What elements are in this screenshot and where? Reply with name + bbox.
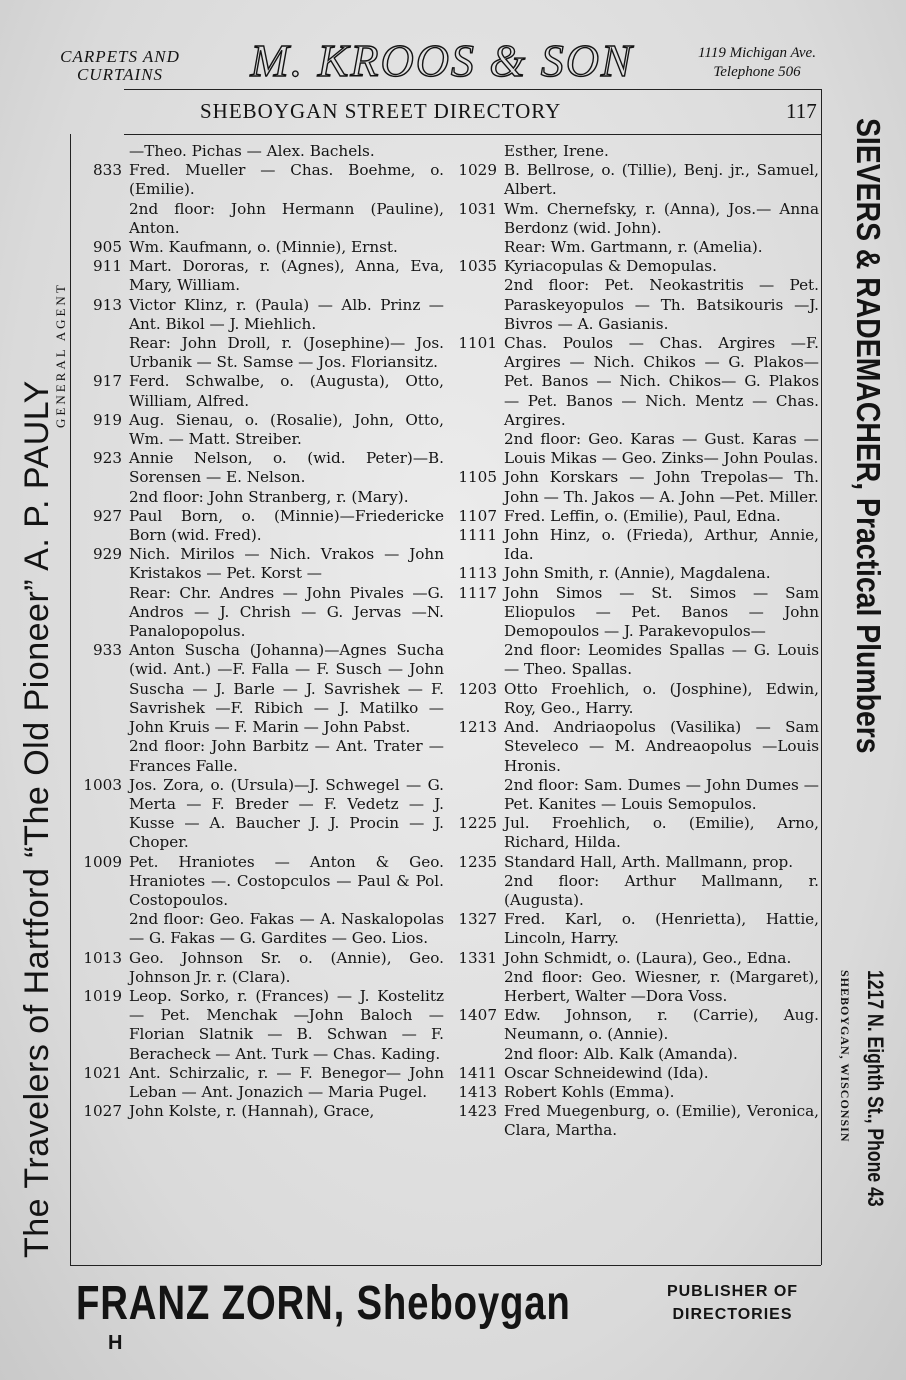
directory-entry: [76, 257, 444, 295]
resident-names: Pet. Hraniotes — Anton & Geo. Hraniotes —. Costopculos — Paul & Pol. Costopoulos.: [129, 852, 444, 909]
resident-names: 2nd floor: John Barbitz — Ant. Trater — Frances Falle.: [129, 737, 444, 775]
resident-names: 2nd floor: Alb. Kalk (Amanda).: [504, 1044, 738, 1063]
footer-publisher-name: FRANZ ZORN, Sheboygan: [76, 1277, 571, 1330]
directory-entry: [451, 334, 819, 430]
resident-names: Edw. Johnson, r. (Carrie), Aug. Neumann, o. (Annie).: [504, 1006, 819, 1044]
directory-entry: [76, 641, 444, 737]
right-border: [821, 89, 822, 1265]
resident-names: John Kolste, r. (Hannah), Grace,: [129, 1102, 375, 1121]
resident-names: Esther, Irene.: [504, 142, 609, 160]
house-number: 1203: [458, 679, 497, 698]
directory-entry: [76, 776, 444, 853]
directory-entry: [451, 526, 819, 564]
side-ad-left-subtitle: GENERAL AGENT: [53, 282, 68, 428]
house-number: 1225: [458, 814, 497, 833]
directory-entry: [76, 334, 444, 372]
resident-names: Otto Froehlich, o. (Josphine), Edwin, Roy, Geo., Harry.: [504, 679, 819, 717]
directory-entry: [451, 564, 819, 583]
resident-names: Ant. Schirzalic, r. — F. Benegor— John Leban — Ant. Jonazich — Maria Pugel.: [129, 1063, 444, 1101]
kroos-ad-address: [662, 44, 852, 82]
kroos-ad-line: Telephone 506: [713, 64, 801, 80]
directory-entry: [76, 296, 444, 334]
directory-entry: [451, 1102, 819, 1140]
bottom-rule: [70, 1265, 821, 1266]
directory-entry: [451, 200, 819, 238]
header-rule: [124, 134, 821, 135]
directory-entry: [451, 507, 819, 526]
resident-names: Fred Muegenburg, o. (Emilie), Veronica, Clara, Martha.: [504, 1102, 819, 1140]
directory-entry: [451, 276, 819, 334]
house-number: 1235: [458, 852, 497, 871]
directory-entry: [451, 257, 819, 276]
directory-entry: [76, 910, 444, 948]
resident-names: 2nd floor: John Stranberg, r. (Mary).: [129, 487, 409, 506]
directory-entry: [76, 584, 444, 642]
directory-entry: [76, 545, 444, 583]
directory-entry: [76, 488, 444, 507]
resident-names: Mart. Dororas, r. (Agnes), Anna, Eva, Mary, William.: [129, 257, 444, 295]
resident-names: Fred. Mueller — Chas. Boehme, o. (Emilie).: [129, 161, 444, 199]
directory-entry: [451, 468, 819, 506]
resident-names: 2nd floor: John Hermann (Pauline), Anton.: [129, 199, 444, 237]
house-number: 1003: [83, 775, 122, 794]
directory-entry: [451, 1045, 819, 1064]
directory-entry: [451, 641, 819, 679]
house-number: 1117: [458, 583, 497, 602]
directory-entry: [451, 910, 819, 948]
resident-names: Oscar Schneidewind (Ida).: [504, 1063, 709, 1082]
page-number: 117: [786, 99, 817, 123]
house-number: 919: [93, 410, 122, 429]
resident-names: Leop. Sorko, r. (Frances) — J. Kostelitz — Pet. Menchak —John Baloch — Florian Slatnik — B. Schwan — F. Beracheck — Ant. Turk — Chas. Kading.: [129, 986, 444, 1063]
left-column: [76, 142, 444, 1121]
carpets-ad-line: CARPETS AND: [60, 47, 180, 66]
house-number: 933: [93, 641, 122, 660]
resident-names: Paul Born, o. (Minnie)—Friedericke Born (wid. Fred).: [129, 506, 444, 545]
resident-names: John Schmidt, o. (Laura), Geo., Edna.: [504, 948, 792, 967]
side-ad-right-text: SIEVERS & RADEMACHER, Practical Plumbers: [850, 118, 887, 754]
house-number: 1111: [458, 526, 497, 545]
directory-entry: [76, 737, 444, 775]
house-number: 1009: [83, 852, 122, 871]
house-number: 1407: [458, 1006, 497, 1025]
resident-names: 2nd floor: Sam. Dumes — John Dumes — Pet. Kanites — Louis Semopulos.: [504, 775, 819, 813]
house-number: 1013: [83, 948, 122, 967]
house-number: 917: [93, 372, 122, 391]
house-number: 1113: [458, 564, 497, 583]
resident-names: 2nd floor: Arthur Mallmann, r. (Augusta).: [504, 871, 819, 909]
house-number: 923: [93, 449, 122, 468]
directory-entry: [76, 853, 444, 911]
resident-names: Rear: Chr. Andres — John Pivales —G. Andros — J. Chrish — G. Jervas —N. Panalopopolus.: [129, 583, 444, 641]
directory-entry: [451, 680, 819, 718]
directory-entry: [76, 161, 444, 199]
house-number: 1107: [458, 506, 497, 525]
resident-names: Standard Hall, Arth. Mallmann, prop.: [504, 852, 794, 871]
footer-publisher-line: DIRECTORIES: [672, 1306, 793, 1323]
side-ad-left-text: The Travelers of Hartford “The Old Pioneer” A. P. PAULY: [18, 380, 56, 1258]
directory-entry: [451, 430, 819, 468]
resident-names: —Theo. Pichas — Alex. Bachels.: [129, 142, 375, 160]
house-number: 1331: [458, 948, 497, 967]
directory-entry: [76, 949, 444, 987]
resident-names: 2nd floor: Geo. Wiesner, r. (Margaret), Herbert, Walter —Dora Voss.: [504, 967, 819, 1005]
resident-names: Jos. Zora, o. (Ursula)—J. Schwegel — G. Merta — F. Breder — F. Vedetz — J. Kusse — A. Baucher J. J. Procin — J. Choper.: [129, 775, 444, 852]
directory-entry: [451, 776, 819, 814]
house-number: 1019: [83, 986, 122, 1005]
house-number: 1423: [458, 1102, 497, 1121]
footer-publisher-label: [655, 1280, 810, 1326]
resident-names: Annie Nelson, o. (wid. Peter)—B. Sorensen — E. Nelson.: [129, 449, 444, 487]
carpets-ad-line: CURTAINS: [76, 65, 164, 84]
resident-names: Fred. Leffin, o. (Emilie), Paul, Edna.: [504, 506, 781, 525]
directory-entry: [76, 507, 444, 545]
house-number: 913: [93, 295, 122, 314]
kroos-ad-name: M. KROOS & SON: [250, 35, 634, 86]
kroos-ad-line: 1119 Michigan Ave.: [698, 45, 816, 61]
resident-names: Chas. Poulos — Chas. Argires —F. Argires — Nich. Chikos — G. Plakos—Pet. Banos — Nich. Chikos— G. Plakos — Pet. Banos — Nich. Mentz — Chas. Argires.: [504, 334, 819, 429]
house-number: 1105: [458, 468, 497, 487]
directory-entry: [451, 814, 819, 852]
house-number: 1413: [458, 1082, 497, 1101]
directory-entry: [451, 718, 819, 776]
footer-section-letter: H: [108, 1332, 123, 1354]
directory-entry: [451, 142, 819, 161]
house-number: 1035: [458, 257, 497, 276]
house-number: 1029: [458, 161, 497, 180]
resident-names: Aug. Sienau, o. (Rosalie), John, Otto, Wm. — Matt. Streiber.: [129, 410, 444, 449]
side-ad-left: [17, 108, 72, 1258]
resident-names: 2nd floor: Leomides Spallas — G. Louis — Theo. Spallas.: [504, 641, 819, 679]
resident-names: John Smith, r. (Annie), Magdalena.: [504, 564, 771, 583]
house-number: 1327: [458, 910, 497, 929]
directory-entry: [76, 449, 444, 487]
directory-entry: [451, 968, 819, 1006]
house-number: 1031: [458, 199, 497, 218]
top-rule: [124, 89, 821, 90]
directory-entry: [76, 987, 444, 1064]
resident-names: Nich. Mirilos — Nich. Vrakos — John Kristakos — Pet. Korst —: [129, 545, 444, 583]
directory-entry: [451, 1006, 819, 1044]
resident-names: Rear: John Droll, r. (Josephine)— Jos. Urbanik — St. Samse — Jos. Floriansitz.: [129, 334, 444, 372]
house-number: 905: [93, 238, 122, 257]
footer-publisher-line: PUBLISHER OF: [666, 1283, 799, 1300]
resident-names: 2nd floor: Geo. Karas — Gust. Karas — Louis Mikas — Geo. Zinks— John Poulas.: [504, 430, 819, 468]
directory-entry: [451, 1083, 819, 1102]
directory-entry: [451, 872, 819, 910]
resident-names: 2nd floor: Geo. Fakas — A. Naskalopolas — G. Fakas — G. Gardites — Geo. Lios.: [129, 910, 444, 948]
directory-entry: [451, 949, 819, 968]
resident-names: Jul. Froehlich, o. (Emilie), Arno, Richard, Hilda.: [504, 814, 819, 852]
directory-entry: [76, 238, 444, 257]
resident-names: Victor Klinz, r. (Paula) — Alb. Prinz — Ant. Bikol — J. Miehlich.: [129, 295, 444, 333]
resident-names: Robert Kohls (Emma).: [504, 1082, 675, 1101]
resident-names: John Hinz, o. (Frieda), Arthur, Annie, Ida.: [504, 526, 819, 564]
resident-names: Rear: Wm. Gartmann, r. (Amelia).: [504, 238, 763, 257]
resident-names: 2nd floor: Pet. Neokastritis — Pet. Paraskeyopulos — Th. Batsikouris —J. Bivros — A. Gasianis.: [504, 276, 819, 333]
resident-names: John Korskars — John Trepolas— Th. John — Th. Jakos — A. John —Pet. Miller.: [504, 468, 819, 506]
side-ad-right: [828, 118, 888, 1258]
resident-names: Wm. Kaufmann, o. (Minnie), Ernst.: [129, 238, 398, 257]
right-column: [451, 142, 819, 1141]
directory-entry: [451, 161, 819, 199]
resident-names: B. Bellrose, o. (Tillie), Benj. jr., Samuel, Albert.: [504, 161, 819, 199]
resident-names: John Simos — St. Simos — Sam Eliopulos — Pet. Banos — John Demopoulos — J. Parakevopulos—: [504, 583, 819, 641]
house-number: 1027: [83, 1102, 122, 1121]
house-number: 1213: [458, 718, 497, 737]
resident-names: Geo. Johnson Sr. o. (Annie), Geo. Johnson Jr. r. (Clara).: [129, 948, 444, 986]
directory-entry: [76, 1102, 444, 1121]
directory-entry: [451, 238, 819, 257]
resident-names: Kyriacopulas & Demopulas.: [504, 257, 717, 276]
directory-entry: [76, 372, 444, 410]
house-number: 1021: [83, 1063, 122, 1082]
directory-entry: [451, 1064, 819, 1083]
directory-entry: [76, 1064, 444, 1102]
directory-entry: [451, 853, 819, 872]
house-number: 911: [93, 257, 122, 276]
house-number: 833: [93, 161, 122, 180]
carpets-ad: [40, 48, 200, 84]
directory-entry: [76, 142, 444, 161]
house-number: 929: [93, 545, 122, 564]
resident-names: Wm. Chernefsky, r. (Anna), Jos.— Anna Berdonz (wid. John).: [504, 199, 819, 237]
resident-names: Ferd. Schwalbe, o. (Augusta), Otto, William, Alfred.: [129, 372, 444, 410]
resident-names: Anton Suscha (Johanna)—Agnes Sucha (wid. Ant.) —F. Falla — F. Susch — John Suscha — J. Barle — J. Savrishek — F. Savrishek —F. Ribich — J. Matilko —John Kruis — F. Marin — John Pabst.: [129, 641, 444, 737]
house-number: 1411: [458, 1063, 497, 1082]
resident-names: Fred. Karl, o. (Henrietta), Hattie, Lincoln, Harry.: [504, 910, 819, 948]
page-title: SHEBOYGAN STREET DIRECTORY: [200, 99, 562, 123]
resident-names: And. Andriaopolus (Vasilika) — Sam Steveleco — M. Andreaopolus —Louis Hronis.: [504, 718, 819, 775]
house-number: 927: [93, 506, 122, 525]
side-ad-right-address: 1217 N. Eighth St., Phone 43: [863, 970, 888, 1207]
house-number: 1101: [458, 334, 497, 353]
directory-entry: [451, 584, 819, 642]
side-ad-right-city: SHEBOYGAN, WISCONSIN: [838, 970, 852, 1143]
directory-entry: [76, 411, 444, 449]
directory-entry: [76, 200, 444, 238]
